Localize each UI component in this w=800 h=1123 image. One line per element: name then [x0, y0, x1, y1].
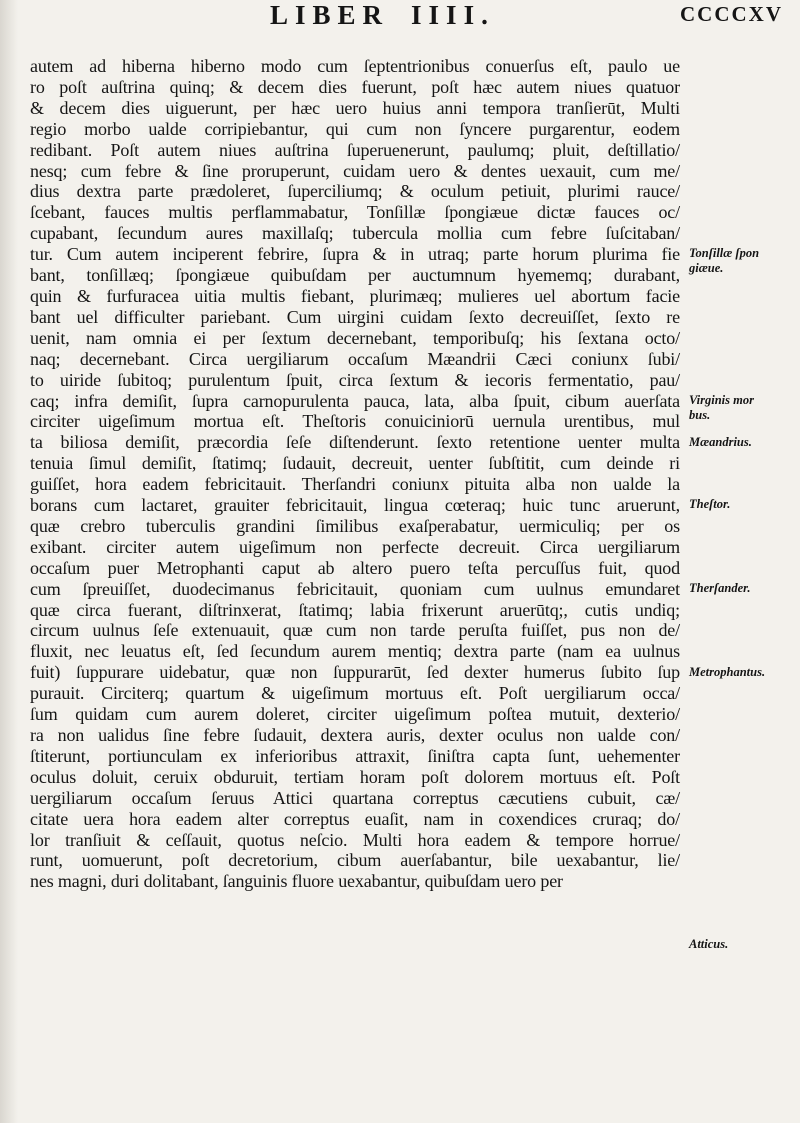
marginal-note-line: Therſander.	[689, 581, 751, 595]
text-line: borans cum lactaret, grauiter febricitauit, lingua cœteraq; huic tunc aruerunt,	[30, 495, 680, 516]
text-line: bant, tonſillæq; ſpongiæue quibuſdam per auctumnum hyememq; durabant,	[30, 265, 680, 286]
marginal-note	[689, 497, 730, 512]
text-line: bant uel difficulter pariebant. Cum uirgini cuidam ſexto decreuiſſet, ſexto re	[30, 306, 680, 327]
text-line: redibant. Poſt autem niues auſtrina ſuperuenerunt, paulumq; pluit, deſtillatio/	[30, 139, 680, 160]
text-line: purauit. Circiterq; quartum & uigeſimum mortuus eſt. Poſt uergiliarum occa/	[30, 683, 680, 704]
text-line: dius dextra parte prædoleret, ſuperciliumq; & oculum petiuit, plurimi rauce/	[30, 181, 680, 202]
text-line: ta biliosa demiſit, præcordia ſeſe diſtenderunt. ſexto retentione uenter multa	[30, 432, 680, 453]
marginal-note	[689, 246, 759, 276]
text-line: tur. Cum autem inciperent febrire, ſupra & in utraq; parte horum plurima fie	[30, 244, 680, 265]
text-line: ſum quidam cum aurem doleret, circiter uigeſimum poſtea mutuit, dexterio/	[30, 704, 680, 725]
book-number: IIII.	[411, 0, 495, 30]
text-line: occaſum puer Metrophanti caput ab altero puero teſta percuſſus fuit, quod	[30, 557, 680, 578]
running-title: LIBER	[270, 0, 390, 30]
marginal-note	[689, 435, 752, 450]
marginal-note	[689, 393, 754, 423]
text-line: fuit) ſuppurare uidebatur, quæ non ſuppurarūt, ſed dexter humerus ſubito ſup	[30, 662, 680, 683]
marginal-note	[689, 581, 750, 596]
text-line: citate uera hora eadem alter correptus euaſit, nam in coxendices cruraq; do/	[30, 808, 680, 829]
text-line: ſcebant, fauces multis perflammabatur, Tonſillæ ſpongiæue dictæ fauces oc/	[30, 202, 680, 223]
text-line: nes magni, duri dolitabant, ſanguinis fluore uexabantur, quibuſdam uero per	[30, 871, 563, 892]
text-line: circiter uigeſimum mortua eſt. Theſtoris conuiciniorū uernula urentibus, mul	[30, 411, 680, 432]
marginal-note-line: Theſtor.	[689, 497, 731, 512]
marginal-note-line: Metrophantus.	[689, 664, 766, 679]
text-line: autem ad hiberna hiberno modo cum ſeptentrionibus conuerſus eſt, paulo ue	[30, 56, 680, 76]
text-line: ra non ualidus ſine febre ſudauit, dextera auris, dexter oculus non ualde con/	[30, 725, 680, 745]
text-line: runt, uomuerunt, poſt decretorium, cibum auerſabantur, bile uexabantur, lie/	[30, 850, 680, 871]
text-line: fluxit, nec leuatus eſt, ſed ſecundum aurem mentiq; dextra parte (nam ea uulnus	[30, 641, 680, 662]
text-line: uergiliarum occaſum ſeruus Attici quartana correptus cæcutiens cubuit, cæ/	[30, 787, 680, 808]
text-line: quæ crebro tuberculis grandini ſimilibus exaſperabatur, uermiculiq; per os	[30, 515, 680, 536]
text-line: circum uulnus ſeſe extenuauit, quæ cum non tarde peruſta fuiſſet, pus non de/	[30, 620, 680, 641]
running-header	[270, 0, 495, 31]
text-line: exibant. circiter autem uigeſimum non perfecte decreuit. Circa uergiliarum	[30, 536, 680, 557]
text-line: cupabant, ſecundum aures maxillaſq; tubercula mollia cum febre ſuſcitaban/	[30, 223, 680, 244]
text-line: & decem dies uiguerunt, per hæc uero huius anni tempora tranſierūt, Multi	[30, 97, 680, 118]
marginal-note-line: Tonſillæ ſpon	[689, 246, 760, 261]
text-line: ſtiterunt, portiunculam ex inferioribus attraxit, ſiniſtra capta ſunt, uehementer	[30, 745, 680, 766]
text-line: nesq; cum febre & ſine proruperunt, cuidam uero & dentes uexauit, cum me/	[30, 160, 680, 181]
marginal-note-line: Virginis mor	[689, 392, 754, 407]
text-line: lor tranſiuit & ceſſauit, quotus neſcio. Multi hora eadem & tempore horrue/	[30, 829, 680, 850]
text-line: to uiride ſubitoq; purulentum ſpuit, circa ſextum & iecoris fermentatio, pau/	[30, 369, 680, 390]
marginal-note	[689, 937, 728, 952]
text-line: uenit, nam omnia ei per ſextum decernebant, temporibuſq; his ſextana octo/	[30, 327, 680, 348]
marginal-note-line: giæue.	[689, 261, 724, 276]
text-line: tenuia ſimul demiſit, ſtatimq; ſudauit, decreuit, uenter ſubſtitit, cum deinde ri	[30, 453, 680, 474]
text-line: oculus doluit, ceruix obduruit, tertiam horam poſt dolorem mortuus eſt. Poſt	[30, 766, 680, 787]
page-gutter-shadow	[0, 0, 18, 1123]
text-line: guiſſet, hora eadem febricitauit. Therſandri coniunx pituita alba non ualde la	[30, 474, 680, 495]
folio-number: CCCCXV	[680, 2, 783, 26]
marginal-note	[689, 665, 765, 680]
marginal-note-line: Mæandrius.	[689, 434, 752, 449]
text-line: naq; decernebant. Circa uergiliarum occaſum Mæandrii Cæci coniunx ſubi/	[30, 348, 680, 369]
text-line: quin & furfuracea uitia multis fiebant, plurimæq; mulieres uel abortum facie	[30, 285, 680, 306]
marginal-note-line: bus.	[689, 407, 711, 422]
text-line: quæ circa fuerant, diſtrinxerat, ſtatimq; labia frixerunt aruerūtq;, cutis undiq;	[30, 599, 680, 620]
text-line: cum ſpreuiſſet, duodecimanus febricitauit, quoniam cum uulnus emundaret	[30, 578, 680, 599]
text-line: caq; infra demiſit, ſupra carnopurulenta pauca, lata, alba ſpuit, cibum auerſata	[30, 390, 680, 411]
marginal-note-line: Atticus.	[689, 936, 729, 951]
text-line: ro poſt auſtrina quinq; & decem dies fuerunt, poſt hæc autem niues quatuor	[30, 76, 680, 97]
body-text	[30, 56, 680, 892]
text-line: regio morbo ualde corripiebantur, qui cum non ſyncere purgarentur, eodem	[30, 118, 680, 139]
